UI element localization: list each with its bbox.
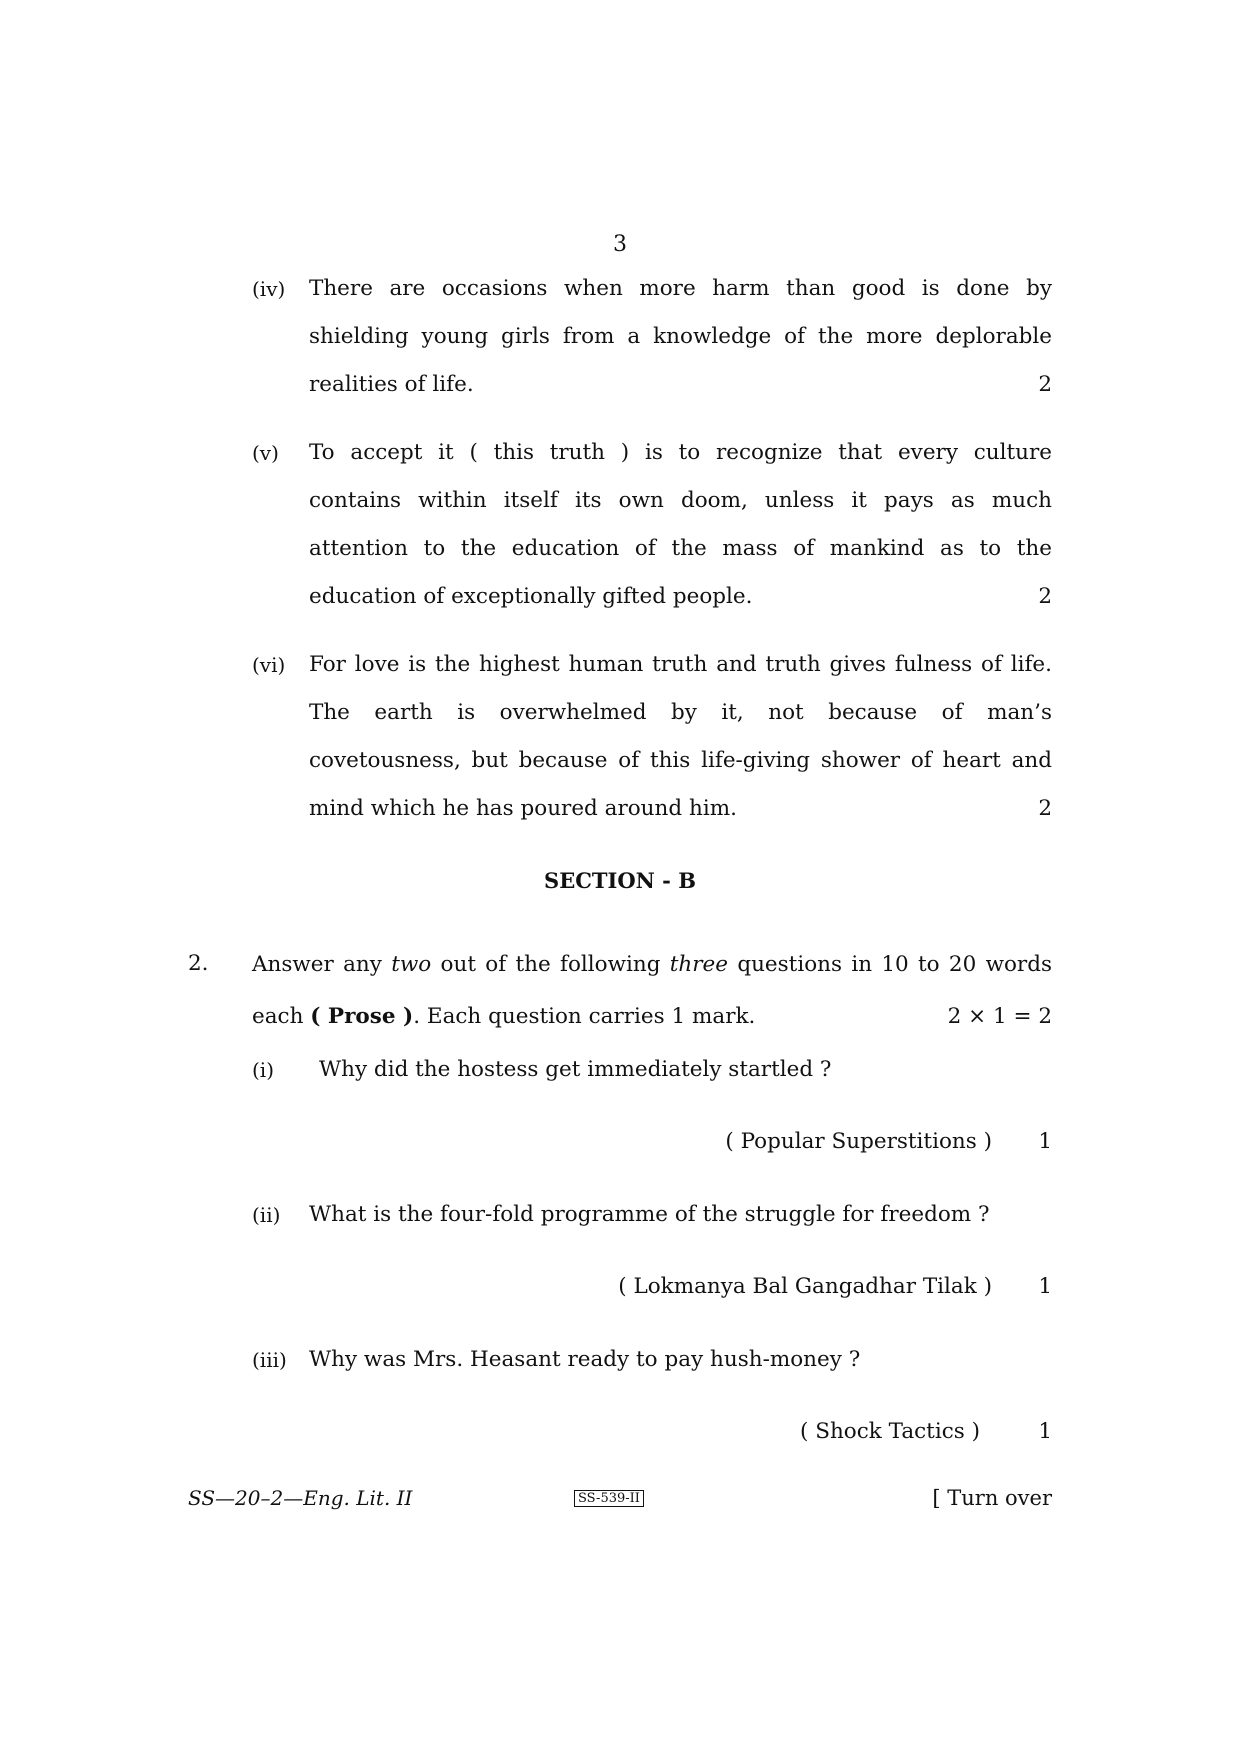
text-run: questions in 10 to 20 words: [728, 952, 1052, 977]
source: ( Popular Superstitions ): [725, 1129, 992, 1154]
text-run: Answer any: [252, 952, 392, 977]
passage-v: [252, 429, 1052, 621]
source-line-ii: [618, 1274, 1052, 1299]
center-code-box: SS-539-II: [574, 1490, 644, 1507]
passage-line: To accept it ( this truth ) is to recognize that every culture: [309, 440, 1052, 465]
marks: 1: [1038, 1419, 1052, 1444]
passage-number: (vi): [252, 653, 286, 677]
passage-line: The earth is overwhelmed by it, not because of man’s: [309, 700, 1052, 725]
section-title: SECTION - B: [544, 868, 696, 893]
marks: 2: [1038, 372, 1052, 397]
question-line-1: [252, 939, 1052, 991]
marks: 1: [1038, 1274, 1052, 1299]
source: ( Lokmanya Bal Gangadhar Tilak ): [618, 1274, 992, 1299]
subquestion-text: What is the four-fold programme of the struggle for freedom ?: [309, 1202, 990, 1227]
subquestion-number: (i): [252, 1058, 275, 1082]
passage-line: covetousness, but because of this life-giving shower of heart and: [309, 748, 1052, 773]
marks: 1: [1038, 1129, 1052, 1154]
question-text: [252, 939, 1052, 1043]
subquestion-text: Why was Mrs. Heasant ready to pay hush-money ?: [309, 1347, 861, 1372]
text-run: . Each question carries 1 mark.: [413, 1004, 756, 1029]
passage-vi: [252, 641, 1052, 833]
passage-line: realities of life.: [309, 372, 474, 397]
question-line-2: [252, 991, 1052, 1043]
subquestion-number: (ii): [252, 1203, 281, 1227]
source-line-iii: [800, 1419, 1052, 1444]
page-footer: [188, 1486, 1052, 1514]
text-run-italic: three: [669, 952, 729, 977]
passage-line-last: [309, 785, 1052, 833]
source: ( Shock Tactics ): [800, 1419, 980, 1444]
passage-line: education of exceptionally gifted people.: [309, 584, 753, 609]
passage-number: (v): [252, 441, 279, 465]
text-run-bold: ( Prose ): [310, 1004, 414, 1029]
question-line-2-text: [252, 991, 755, 1043]
turn-over-label: [ Turn over: [932, 1486, 1052, 1510]
passage-line: attention to the education of the mass of mankind as to the: [309, 536, 1052, 561]
source-line-i: [725, 1129, 1052, 1154]
passage-text: [309, 429, 1052, 621]
passage-line: There are occasions when more harm than good is done by: [309, 276, 1052, 301]
passage-text: [309, 641, 1052, 833]
marks: 2: [1038, 584, 1052, 609]
passage-line: mind which he has poured around him.: [309, 796, 737, 821]
paper-code: SS—20–2—Eng. Lit. II: [188, 1486, 413, 1510]
subquestion-number: (iii): [252, 1348, 287, 1372]
passage-number: (iv): [252, 277, 286, 301]
passage-iv: [252, 265, 1052, 409]
passage-line-last: [309, 573, 1052, 621]
question-2: [188, 939, 1052, 1043]
passage-line: shielding young girls from a knowledge of the more deplorable: [309, 324, 1052, 349]
page-number: 3: [613, 232, 627, 257]
text-run-italic: two: [391, 952, 432, 977]
passage-text: [309, 265, 1052, 409]
passage-line-last: [309, 361, 1052, 409]
subquestion-text: Why did the hostess get immediately startled ?: [319, 1057, 832, 1082]
text-run: each: [252, 1004, 311, 1029]
passage-line: contains within itself its own doom, unless it pays as much: [309, 488, 1052, 513]
marks: 2 × 1 = 2: [947, 1004, 1052, 1029]
question-number: 2.: [188, 951, 209, 976]
marks: 2: [1038, 796, 1052, 821]
text-run: out of the following: [431, 952, 670, 977]
passage-line: For love is the highest human truth and truth gives fulness of life.: [309, 652, 1052, 677]
